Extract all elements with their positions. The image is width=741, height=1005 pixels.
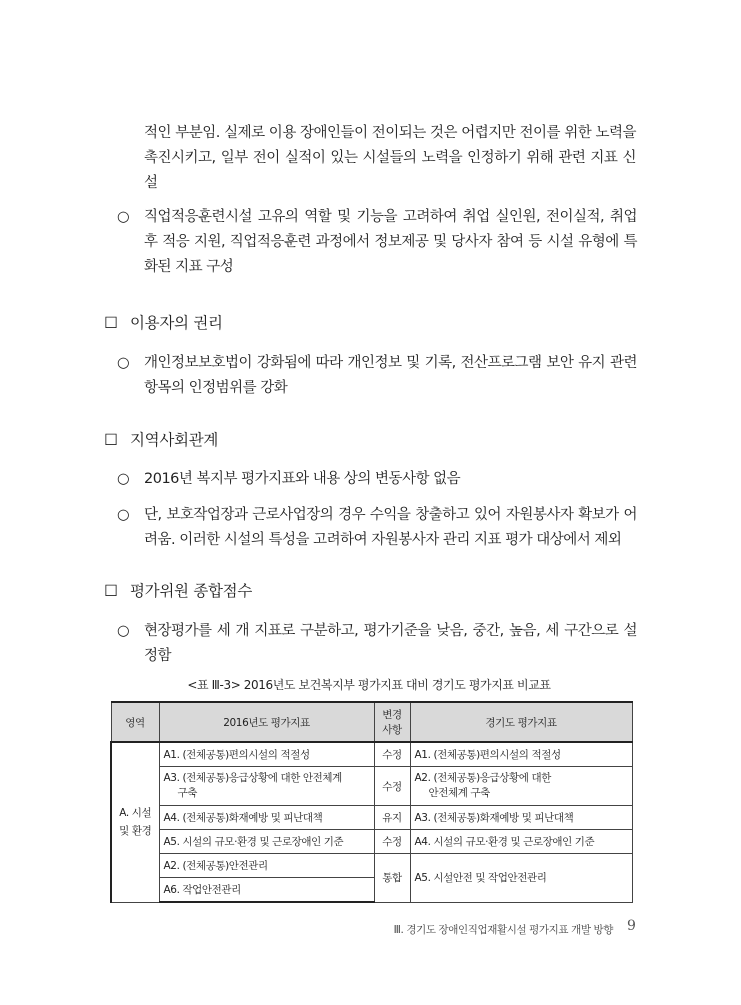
- comparison-table: [110, 701, 633, 903]
- bullet-item-field-eval: [117, 619, 637, 669]
- table-row: [111, 830, 632, 854]
- bullet-text: 현장평가를 세 개 지표로 구분하고, 평가기준을 낮음, 중간, 높음, 세 구간으로 설정함: [144, 623, 637, 664]
- table-row: [111, 767, 632, 806]
- table-header-row: [111, 702, 632, 742]
- bullet-text: 직업적응훈련시설 고유의 역할 및 기능을 고려하여 취업 실인원, 전이실적, 취업 후 적응 지원, 직업적응훈련 과정에서 정보제공 및 당사자 참여 등 시설 유형에 특화된 지표 구성: [144, 209, 637, 275]
- table-caption: <표 Ⅲ-3> 2016년도 보건복지부 평가지표 대비 경기도 평가지표 비교표: [187, 678, 551, 692]
- square-bullet-icon: ☐: [104, 431, 118, 449]
- header-change: 변경 사항: [374, 702, 410, 742]
- table-row: [111, 742, 632, 767]
- cell-gyeonggi: A5. 시설안전 및 작업안전관리: [410, 854, 632, 903]
- table-row: [111, 854, 632, 878]
- bullet-item-privacy: [117, 351, 637, 401]
- cell-change: 수정: [374, 767, 410, 806]
- bullet-item-volunteer: [117, 503, 637, 553]
- header-gyeonggi: 경기도 평가지표: [410, 702, 632, 742]
- table-row: [111, 806, 632, 830]
- section-title: 평가위원 종합점수: [130, 582, 253, 600]
- cell-gyeonggi: A3. (전체공통)화재예방 및 피난대책: [410, 806, 632, 830]
- section-heading-evaluator: [104, 579, 252, 604]
- cell-2016: A1. (전체공통)편의시설의 적절성: [159, 742, 374, 767]
- section-title: 지역사회관계: [130, 431, 219, 449]
- bullet-item-no-change: [117, 467, 637, 492]
- cell-text-cont: 구축: [177, 787, 197, 799]
- circle-bullet-icon: ○: [117, 471, 130, 487]
- page-number: 9: [627, 918, 636, 934]
- circle-bullet-icon: ○: [117, 623, 130, 639]
- square-bullet-icon: ☐: [104, 582, 118, 600]
- cell-2016: A4. (전체공통)화재예방 및 피난대책: [159, 806, 374, 830]
- cell-2016: [159, 767, 374, 806]
- cell-2016: A2. (전체공통)안전관리: [159, 854, 374, 878]
- cell-gyeonggi: A4. 시설의 규모·환경 및 근로장애인 기준: [410, 830, 632, 854]
- cell-gyeonggi: A1. (전체공통)편의시설의 적절성: [410, 742, 632, 767]
- square-bullet-icon: ☐: [104, 314, 118, 332]
- page-footer: Ⅲ. 경기도 장애인직업재활시설 평가지표 개발 방향: [393, 924, 613, 936]
- cell-text: A2. (전체공통)응급상황에 대한: [414, 772, 551, 784]
- cell-2016: A5. 시설의 규모·환경 및 근로장애인 기준: [159, 830, 374, 854]
- section-heading-community: [104, 428, 218, 453]
- bullet-text: 개인정보보호법이 강화됨에 따라 개인정보 및 기록, 전산프로그램 보안 유지 관련 항목의 인정범위를 강화: [144, 355, 637, 396]
- header-2016: 2016년도 평가지표: [159, 702, 374, 742]
- cell-text: A3. (전체공통)응급상황에 대한 안전체계: [163, 772, 342, 784]
- circle-bullet-icon: ○: [117, 507, 130, 523]
- cell-change: 수정: [374, 742, 410, 767]
- bullet-text: 단, 보호작업장과 근로사업장의 경우 수익을 창출하고 있어 자원봉사자 확보가 어려움. 이러한 시설의 특성을 고려하여 자원봉사자 관리 지표 평가 대상에서 제외: [144, 507, 637, 548]
- cell-2016: A6. 작업안전관리: [159, 878, 374, 903]
- circle-bullet-icon: ○: [117, 209, 130, 225]
- cell-change: 통합: [374, 854, 410, 903]
- circle-bullet-icon: ○: [117, 355, 130, 371]
- cell-gyeonggi: [410, 767, 632, 806]
- section-heading-rights: [104, 311, 223, 336]
- area-cell: A. 시설 및 환경: [111, 742, 159, 902]
- header-area: 영역: [111, 702, 159, 742]
- cell-change: 수정: [374, 830, 410, 854]
- section-title: 이용자의 권리: [130, 314, 223, 332]
- cell-text-cont: 안전체계 구축: [428, 787, 490, 799]
- bullet-item-vocational: [117, 205, 637, 280]
- cell-change: 유지: [374, 806, 410, 830]
- bullet-text: 2016년 복지부 평가지표와 내용 상의 변동사항 없음: [144, 471, 461, 487]
- continuation-paragraph: 적인 부분임. 실제로 이용 장애인들이 전이되는 것은 어렵지만 전이를 위한 노력을 촉진시키고, 일부 전이 실적이 있는 시설들의 노력을 인정하기 위해 관련 지표 신설: [144, 125, 636, 191]
